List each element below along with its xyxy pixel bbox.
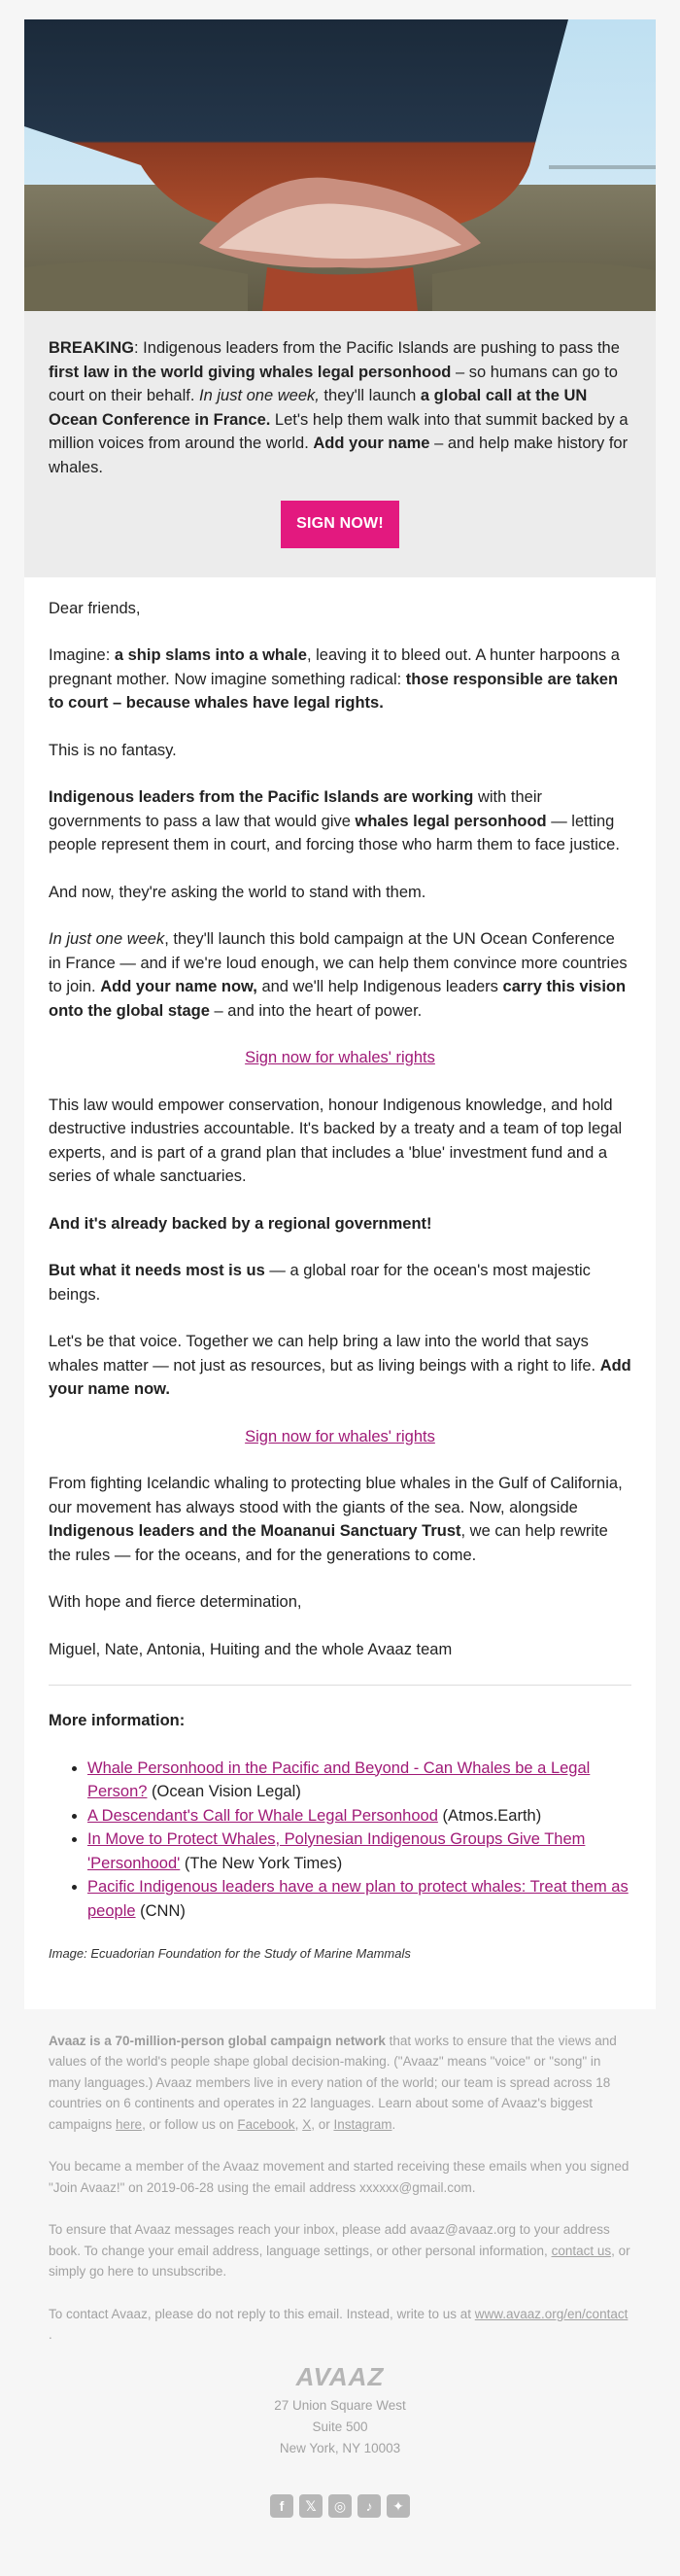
breaking-section: [24, 311, 656, 577]
paragraph-needs-us: But what it needs most is us — a global roar for the ocean's most majestic beings.: [49, 1259, 631, 1306]
paragraph-regional-government: And it's already backed by a regional government!: [49, 1212, 631, 1236]
sign-now-button[interactable]: SIGN NOW!: [281, 501, 399, 548]
breaking-label: BREAKING: [49, 339, 134, 357]
sign-link-wrapper-1: [49, 1046, 631, 1070]
contact-page-link[interactable]: www.avaaz.org/en/contact: [475, 2307, 629, 2321]
footer-about: Avaaz is a 70-million-person global campaign network that works to ensure that the views and values of the world's people shape global decision-making. ("Avaaz" means "voice" or "song" in many languages.) Avaaz members live in every nation of the world; our team is spread across 18 countries on 6 continents and operates in 22 languages. Learn about some of Avaaz's biggest campaigns here, or follow us on Facebook, X, or Instagram.: [49, 2031, 631, 2136]
reference-item: • A Descendant's Call for Whale Legal Personhood (Atmos.Earth): [87, 1804, 631, 1828]
sign-now-link-1[interactable]: Sign now for whales' rights: [245, 1049, 435, 1066]
instagram-link[interactable]: Instagram: [333, 2117, 391, 2132]
campaigns-here-link[interactable]: here: [116, 2117, 142, 2132]
reference-link-ocean-vision[interactable]: Whale Personhood in the Pacific and Beyond - Can Whales be a Legal Person?: [87, 1759, 590, 1801]
reference-link-atmos[interactable]: A Descendant's Call for Whale Legal Personhood: [87, 1807, 438, 1825]
hero-image: [24, 19, 656, 311]
sign-now-link-2[interactable]: Sign now for whales' rights: [245, 1428, 435, 1445]
more-info-title: More information:: [49, 1709, 631, 1733]
signoff: Miguel, Nate, Antonia, Huiting and the whole Avaaz team: [49, 1638, 631, 1662]
bluesky-icon[interactable]: ✦: [387, 2494, 410, 2518]
reference-item: • Whale Personhood in the Pacific and Beyond - Can Whales be a Legal Person? (Ocean Vision Legal): [87, 1757, 631, 1804]
address-line: New York, NY 10003: [49, 2438, 631, 2459]
closing-line: With hope and fierce determination,: [49, 1590, 631, 1615]
paragraph-movement-history: From fighting Icelandic whaling to protecting blue whales in the Gulf of California, our movement has always stood with the giants of the sea. Now, alongside Indigenous leaders and the Moananui Sanctuary Trust, we can help rewrite the rules — for the oceans, and for the generations to come.: [49, 1472, 631, 1567]
x-icon[interactable]: 𝕏: [299, 2494, 323, 2518]
email-container: [24, 19, 656, 2576]
paragraph-imagine: Imagine: a ship slams into a whale, leaving it to bleed out. A hunter harpoons a pregnant mother. Now imagine something radical: those responsible are taken to court – because whales have legal rights.: [49, 644, 631, 715]
instagram-icon[interactable]: ◎: [328, 2494, 352, 2518]
postal-address: [49, 2395, 631, 2459]
reference-item: • Pacific Indigenous leaders have a new plan to protect whales: Treat them as people (CNN): [87, 1875, 631, 1923]
image-credit: Image: Ecuadorian Foundation for the Study of Marine Mammals: [49, 1942, 631, 1967]
letter-body: [24, 577, 656, 2009]
avaaz-logo: AVAAZ: [49, 2367, 631, 2388]
paragraph-no-fantasy: This is no fantasy.: [49, 739, 631, 763]
social-icons: [49, 2494, 631, 2557]
cta-wrapper: [49, 501, 631, 548]
footer-contact: To contact Avaaz, please do not reply to this email. Instead, write to us at www.avaaz.org/en/contact .: [49, 2304, 631, 2346]
paragraph-stand-with-them: And now, they're asking the world to stand with them.: [49, 881, 631, 905]
greeting: Dear friends,: [49, 597, 631, 621]
address-line: Suite 500: [49, 2417, 631, 2438]
reference-link-cnn[interactable]: Pacific Indigenous leaders have a new plan to protect whales: Treat them as people: [87, 1878, 629, 1920]
paragraph-indigenous-leaders: Indigenous leaders from the Pacific Islands are working with their governments to pass a law that would give whales legal personhood — letting people represent them in court, and forcing those who harm them to face justice.: [49, 785, 631, 857]
ship-whale-photo: [24, 19, 656, 311]
paragraph-one-week: In just one week, they'll launch this bold campaign at the UN Ocean Conference in France — and if we're loud enough, we can help them convince more countries to join. Add your name now, and we'll help Indigenous leaders carry this vision onto the global stage – and into the heart of power.: [49, 927, 631, 1023]
paragraph-be-that-voice: Let's be that voice. Together we can help bring a law into the world that says whales matter — not just as resources, but as living beings with a right to life. Add your name now.: [49, 1330, 631, 1402]
facebook-link[interactable]: Facebook: [237, 2117, 294, 2132]
reference-link-nyt[interactable]: In Move to Protect Whales, Polynesian Indigenous Groups Give Them 'Personhood': [87, 1830, 585, 1872]
contact-us-link[interactable]: contact us: [552, 2244, 612, 2258]
breaking-text: BREAKING: Indigenous leaders from the Pacific Islands are pushing to pass the first law in the world giving whales legal personhood – so humans can go to court on their behalf. In just one week, they'll launch a global call at the UN Ocean Conference in France. Let's help them walk into that summit backed by a million voices from around the world. Add your name – and help make history for whales.: [49, 336, 631, 479]
facebook-icon[interactable]: f: [270, 2494, 293, 2518]
sign-link-wrapper-2: [49, 1425, 631, 1449]
address-line: 27 Union Square West: [49, 2395, 631, 2417]
footer-inbox: To ensure that Avaaz messages reach your inbox, please add avaaz@avaaz.org to your address book. To change your email address, language settings, or other personal information, contact us, or simply go here to unsubscribe.: [49, 2219, 631, 2282]
reference-item: • In Move to Protect Whales, Polynesian Indigenous Groups Give Them 'Personhood' (The New York Times): [87, 1828, 631, 1875]
paragraph-law-empower: This law would empower conservation, honour Indigenous knowledge, and hold destructive industries accountable. It's backed by a treaty and a team of top legal experts, and is part of a grand plan that includes a 'blue' investment fund and a series of whale sanctuaries.: [49, 1094, 631, 1189]
footer-membership: You became a member of the Avaaz movement and started receiving these emails when you signed "Join Avaaz!" on 2019-06-28 using the email address xxxxxx@gmail.com.: [49, 2156, 631, 2198]
footer: [24, 2009, 656, 2576]
tiktok-icon[interactable]: ♪: [357, 2494, 381, 2518]
reference-list: [49, 1757, 631, 1924]
divider: [49, 1685, 631, 1686]
x-link[interactable]: X: [302, 2117, 311, 2132]
